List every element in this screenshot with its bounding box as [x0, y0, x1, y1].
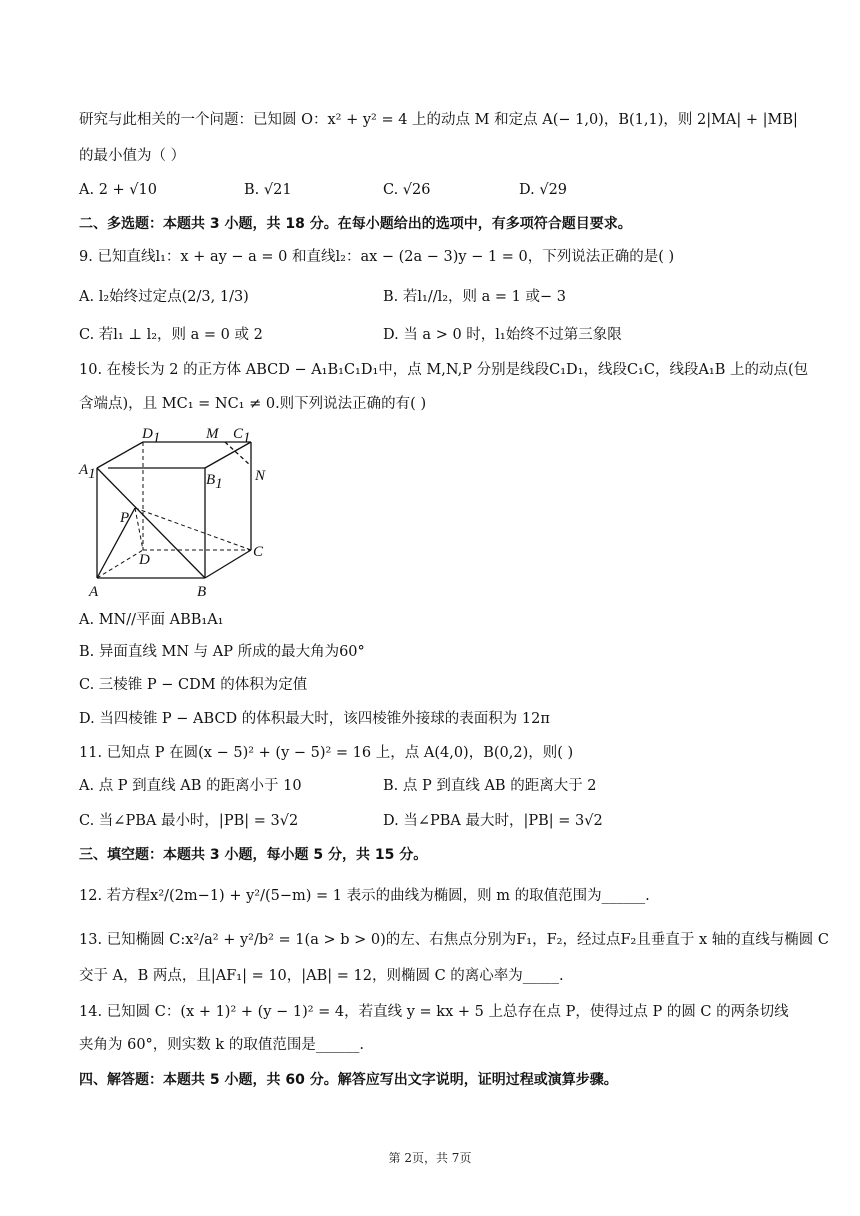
section-2-heading: 二、多选题：本题共 3 小题，共 18 分。在每小题给出的选项中，有多项符合题目要求。 — [79, 216, 632, 232]
q11-option-a: A. 点 P 到直线 AB 的距离小于 10 — [79, 778, 302, 794]
q8-option-c: C. √26 — [383, 182, 431, 198]
q9-stem: 9. 已知直线l₁：x + ay − a = 0 和直线l₂：ax − (2a − 3)y − 1 = 0，下列说法正确的是( ) — [79, 249, 675, 265]
q9-option-c: C. 若l₁ ⊥ l₂，则 a = 0 或 2 — [79, 327, 263, 343]
q9-option-a: A. l₂始终过定点(2/3, 1/3) — [79, 289, 249, 305]
label-d1: D1 — [142, 426, 161, 446]
q11-stem: 11. 已知点 P 在圆(x − 5)² + (y − 5)² = 16 上，点 A(4,0)，B(0,2)，则( ) — [79, 745, 574, 761]
page-footer: 第 2页，共 7页 — [388, 1151, 472, 1165]
q11-option-b: B. 点 P 到直线 AB 的距离大于 2 — [383, 778, 597, 794]
cube-figure — [75, 418, 275, 602]
label-a: A — [89, 584, 99, 600]
q13-stem-line1: 13. 已知椭圆 C:x²/a² + y²/b² = 1(a > b > 0)的左、右焦点分别为F₁，F₂，经过点F₂且垂直于 x 轴的直线与椭圆 C — [79, 932, 829, 948]
q8-option-d: D. √29 — [519, 182, 568, 198]
q10-stem-line2: 含端点)，且 MC₁ = NC₁ ≠ 0.则下列说法正确的有( ) — [79, 396, 427, 412]
q13-stem-line2: 交于 A，B 两点，且|AF₁| = 10，|AB| = 12，则椭圆 C 的离心率为_____. — [79, 968, 564, 984]
q12-stem: 12. 若方程x²/(2m−1) + y²/(5−m) = 1 表示的曲线为椭圆，则 m 的取值范围为______. — [79, 888, 650, 904]
q9-option-d: D. 当 a > 0 时，l₁始终不过第三象限 — [383, 327, 622, 343]
label-a1: A1 — [79, 462, 96, 482]
label-m: M — [206, 426, 219, 442]
q14-stem-line1: 14. 已知圆 C：(x + 1)² + (y − 1)² = 4，若直线 y = kx + 5 上总存在点 P，使得过点 P 的圆 C 的两条切线 — [79, 1004, 789, 1020]
q8-option-a: A. 2 + √10 — [79, 182, 157, 198]
label-b1: B1 — [206, 472, 223, 492]
section-4-heading: 四、解答题：本题共 5 小题，共 60 分。解答应写出文字说明，证明过程或演算步骤。 — [79, 1072, 618, 1088]
label-p: P — [120, 510, 130, 526]
q10-option-c: C. 三棱锥 P − CDM 的体积为定值 — [79, 677, 308, 693]
label-c: C — [253, 544, 264, 560]
section-3-heading: 三、填空题：本题共 3 小题，每小题 5 分，共 15 分。 — [79, 847, 428, 863]
q10-stem-line1: 10. 在棱长为 2 的正方体 ABCD − A₁B₁C₁D₁中，点 M,N,P 分别是线段C₁D₁，线段C₁C，线段A₁B 上的动点(包 — [79, 362, 809, 378]
q11-option-c: C. 当∠PBA 最小时，|PB| = 3√2 — [79, 813, 299, 829]
label-c1: C1 — [233, 426, 251, 446]
q11-option-d: D. 当∠PBA 最大时，|PB| = 3√2 — [383, 813, 603, 829]
q8-stem-line2: 的最小值为（ ） — [79, 148, 186, 164]
q14-stem-line2: 夹角为 60°，则实数 k 的取值范围是______. — [79, 1037, 364, 1053]
q10-option-b: B. 异面直线 MN 与 AP 所成的最大角为60° — [79, 644, 365, 660]
q10-option-a: A. MN//平面 ABB₁A₁ — [79, 612, 224, 628]
label-b: B — [197, 584, 207, 600]
label-d: D — [139, 552, 150, 568]
q9-option-b: B. 若l₁//l₂，则 a = 1 或− 3 — [383, 289, 566, 305]
q8-option-b: B. √21 — [244, 182, 292, 198]
label-n: N — [255, 468, 266, 484]
q8-stem-line1: 研究与此相关的一个问题：已知圆 O：x² + y² = 4 上的动点 M 和定点 A(− 1,0)，B(1,1)，则 2|MA| + |MB| — [79, 112, 798, 128]
q10-option-d: D. 当四棱锥 P − ABCD 的体积最大时，该四棱锥外接球的表面积为 12π — [79, 711, 550, 727]
